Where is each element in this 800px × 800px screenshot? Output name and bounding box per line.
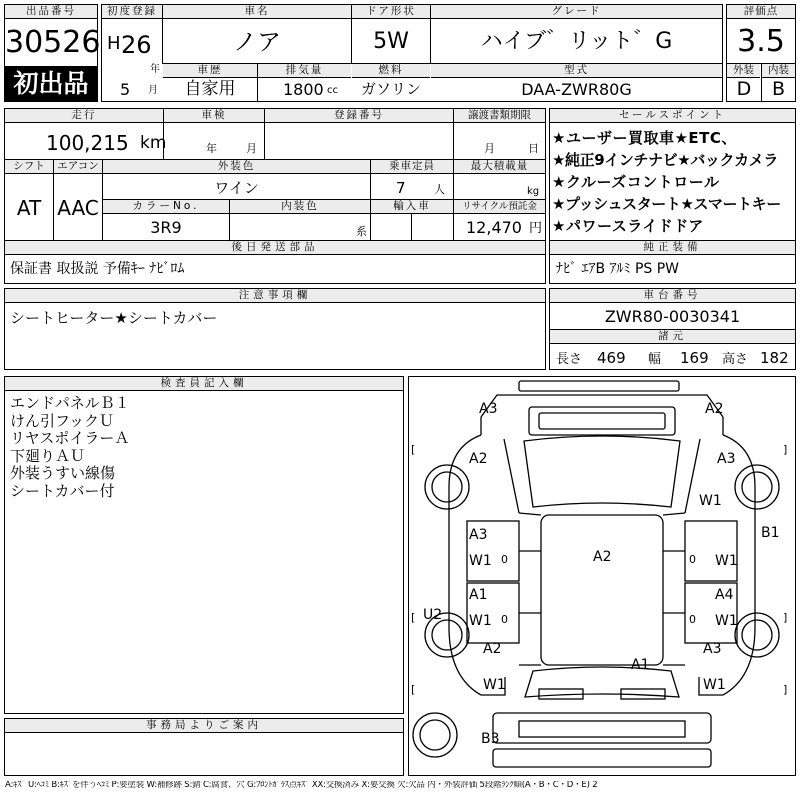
car-label: 車名 <box>163 5 351 19</box>
seats-unit: 人 <box>434 183 445 196</box>
inspector-line: 外装うすい線傷 <box>10 464 116 482</box>
mileage-unit: km <box>140 133 167 153</box>
sales-label: セールスポイント <box>550 109 795 123</box>
reg-year: 26 <box>121 31 152 59</box>
wid-label: 幅 <box>648 352 662 367</box>
mark: W1 <box>483 677 506 693</box>
inspector-line: けん引フックＵ <box>10 411 114 430</box>
mark: U2 <box>423 607 443 623</box>
reg-label: 初度登録 <box>102 5 162 19</box>
recycle-label: リサイクル預託金 <box>454 200 545 214</box>
sales-line: ★ユーザー買取車★ETC、 <box>552 129 737 147</box>
int-grade: B <box>771 78 786 100</box>
history: 自家用 <box>184 79 236 99</box>
hei-label: 高さ <box>722 352 749 367</box>
sales-line: ★パワースライドドア <box>552 217 704 235</box>
seats-label: 乗車定員 <box>371 160 453 174</box>
sales-line: ★純正9インチナビ★バックカメラ <box>552 151 778 169</box>
disp-unit: cc <box>327 85 338 96</box>
zero-mark: 0 <box>501 613 508 626</box>
load-unit: kg <box>527 186 540 197</box>
history-label: 車歴 <box>163 64 257 78</box>
ac-label: エアコン <box>54 160 102 174</box>
dims-label: 諸元 <box>550 330 795 344</box>
bracket: ] <box>783 683 788 696</box>
seats: 7 <box>396 179 406 197</box>
grade: ハイブ゛リット゛G <box>480 29 673 54</box>
reg-no-label: 登録番号 <box>265 109 453 123</box>
later-parts-label: 後日発送部品 <box>5 241 545 255</box>
mileage: 100,215 <box>46 131 129 155</box>
mark: A2 <box>469 451 488 467</box>
lot-number: 30526 <box>5 25 101 60</box>
lot-label: 出品番号 <box>5 5 97 19</box>
inspector-label: 検査員記入欄 <box>5 377 403 391</box>
recycle: 12,470 <box>466 218 522 237</box>
bracket: [ <box>411 443 416 456</box>
len-label: 長さ <box>556 352 583 367</box>
int-color-unit: 系 <box>356 225 367 238</box>
inspection-label: 車検 <box>164 109 264 123</box>
mark: A3 <box>469 527 488 543</box>
sales-line: ★クルーズコントロール <box>552 173 720 191</box>
bracket: ] <box>783 443 788 456</box>
equipment: ﾅﾋﾞ ｴｱB ｱﾙﾐ PS PW <box>556 261 680 277</box>
notes: シートヒーター★シートカバー <box>10 309 218 327</box>
car-diagram <box>409 377 795 775</box>
ac: AAC <box>57 196 99 220</box>
mark: B3 <box>481 731 500 747</box>
chassis-no: ZWR80-0030341 <box>604 307 741 326</box>
mark: A3 <box>717 451 736 467</box>
width: 169 <box>680 349 709 367</box>
mark: W1 <box>469 613 492 629</box>
insp-year-unit: 年 <box>206 142 217 155</box>
mark: B1 <box>761 525 780 541</box>
shift: AT <box>16 196 42 220</box>
inspector-line: シートカバー付 <box>10 481 115 500</box>
length: 469 <box>597 349 626 367</box>
bracket: [ <box>411 683 416 696</box>
mark: A1 <box>631 657 650 673</box>
mark: A2 <box>593 549 612 565</box>
mark: A4 <box>715 587 734 603</box>
disp-label: 排気量 <box>258 64 351 78</box>
zero-mark: 0 <box>689 553 696 566</box>
inspector-line: リヤスポイラーＡ <box>10 429 130 447</box>
int-color-label: 内装色 <box>230 200 370 214</box>
car-name: ノア <box>233 28 281 56</box>
mark: A2 <box>705 401 724 417</box>
int-label: 内装 <box>762 64 795 78</box>
import-label: 輸入車 <box>371 200 453 214</box>
displacement: 1800 <box>283 80 324 99</box>
shift-label: シフト <box>5 160 53 174</box>
color-no: 3R9 <box>150 218 182 237</box>
recycle-unit: 円 <box>529 221 543 236</box>
mark: W1 <box>703 677 726 693</box>
ext-label: 外装 <box>727 64 760 78</box>
legend: A:ｷｽﾞ U:ﾍｺﾐ B:ｷｽﾞを伴うﾍｺﾐ P:要塗装 W:補修跡 S:錆 C:腐食、穴 G:ﾌﾛﾝﾄｶﾞﾗｽ点ｷｽﾞ XX:交換済み X:要交換 欠:欠品 内・外装評価 5段階ﾗﾝｸ順(A・B・C・D・E) 2 <box>5 781 598 790</box>
transfer-month-unit: 月 <box>484 142 495 155</box>
color: ワイン <box>214 179 259 197</box>
office-label: 事務局よりご案内 <box>5 719 403 733</box>
bracket: ] <box>783 611 788 624</box>
height: 182 <box>760 349 789 367</box>
zero-mark: 0 <box>689 613 696 626</box>
equipment-label: 純正装備 <box>550 241 795 255</box>
score: 3.5 <box>737 24 785 59</box>
ext-grade: D <box>736 78 752 100</box>
zero-mark: 0 <box>501 553 508 566</box>
load-label: 最大積載量 <box>454 160 545 174</box>
mark: W1 <box>469 553 492 569</box>
color-label: 外装色 <box>103 160 370 174</box>
inspector-notes <box>10 395 400 500</box>
score-label: 評価点 <box>727 5 795 19</box>
chassis-label: 車台番号 <box>550 289 795 303</box>
mileage-label: 走行 <box>5 109 163 123</box>
mark: A2 <box>483 641 502 657</box>
transfer-label: 譲渡書類期限 <box>454 109 545 123</box>
era: H <box>107 33 121 54</box>
fuel-label: 燃料 <box>352 64 430 78</box>
bracket: [ <box>411 611 416 624</box>
inspector-line: エンドパネルＢ１ <box>10 394 130 412</box>
sales-points <box>550 127 795 237</box>
inspector-line: 下廻りＡＵ <box>10 446 86 465</box>
model-label: 型式 <box>431 64 722 78</box>
color-no-label: カラーNo. <box>103 200 229 214</box>
grade-label: グレード <box>431 5 722 19</box>
notes-label: 注意事項欄 <box>5 289 545 303</box>
mark: W1 <box>715 553 738 569</box>
later-parts: 保証書 取扱説 予備ｷｰ ﾅﾋﾞﾛﾑ <box>10 261 185 277</box>
door-label: ドア形状 <box>352 5 430 19</box>
door-type: 5W <box>373 29 409 54</box>
fuel: ガソリン <box>360 80 421 98</box>
insp-month-unit: 月 <box>246 142 257 155</box>
mark: A3 <box>479 401 498 417</box>
year-unit: 年 <box>150 64 160 75</box>
mark: W1 <box>715 613 738 629</box>
model-code: DAA-ZWR80G <box>521 80 632 99</box>
sales-line: ★プッシュスタート★スマートキー <box>552 195 781 213</box>
mark: A3 <box>703 641 722 657</box>
month-unit: 月 <box>148 85 158 96</box>
mark: A1 <box>469 587 488 603</box>
mark: W1 <box>699 493 722 509</box>
first-listing-text: 初出品 <box>13 69 89 98</box>
reg-month: 5 <box>120 80 131 99</box>
transfer-day-unit: 日 <box>528 142 539 155</box>
